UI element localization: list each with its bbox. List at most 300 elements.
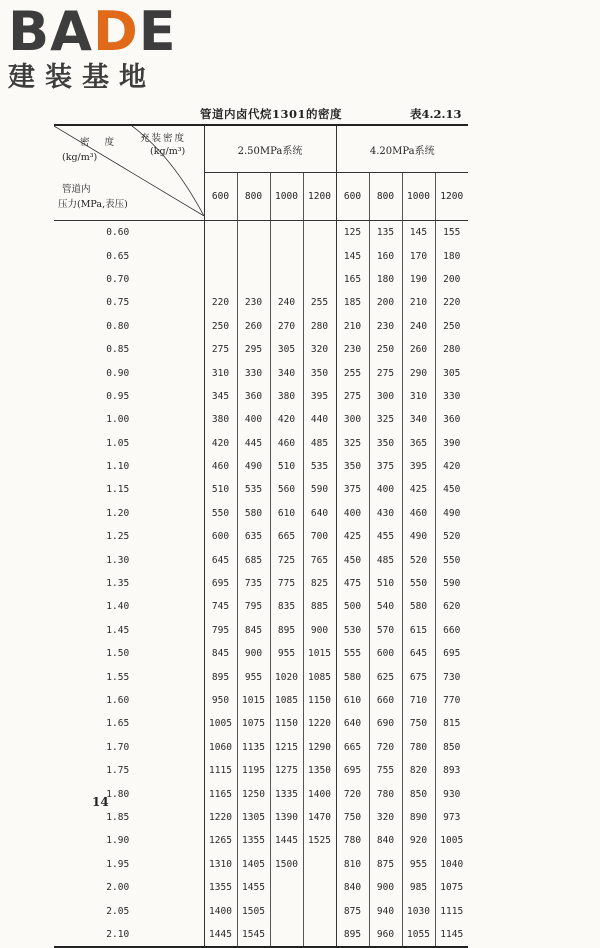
density-value-cell: 645 xyxy=(402,642,435,665)
density-value-cell xyxy=(237,244,270,267)
density-value-cell: 825 xyxy=(303,572,336,595)
density-value-cell: 695 xyxy=(443,648,461,660)
density-value-cell: 155 xyxy=(443,227,461,239)
density-value-cell: 1250 xyxy=(237,782,270,805)
density-value-cell: 240 xyxy=(270,291,303,314)
density-value-cell: 1015 xyxy=(303,642,336,665)
density-value-cell: 400 xyxy=(237,408,270,431)
density-value-cell: 620 xyxy=(443,601,461,613)
brand-logo xyxy=(8,0,177,94)
density-value-cell: 720 xyxy=(336,782,369,805)
density-value-cell: 360 xyxy=(443,414,461,426)
density-value-cell: 255 xyxy=(303,291,336,314)
density-value-cell: 450 xyxy=(336,548,369,571)
pressure-cell: 2.10 xyxy=(54,923,204,946)
table-row xyxy=(54,361,468,384)
density-value-cell: 125 xyxy=(336,221,369,245)
density-value-cell xyxy=(270,221,303,245)
density-value-cell: 895 xyxy=(336,923,369,946)
density-value-cell: 1075 xyxy=(237,712,270,735)
density-value-cell: 780 xyxy=(369,782,402,805)
density-value-cell: 380 xyxy=(270,385,303,408)
pressure-cell: 1.40 xyxy=(54,595,204,618)
fill-density-label: 充装密度 xyxy=(140,133,187,144)
density-value-cell: 1030 xyxy=(402,899,435,922)
density-value-cell: 365 xyxy=(402,432,435,455)
density-value-cell: 540 xyxy=(369,595,402,618)
table-row xyxy=(54,268,468,291)
table-row xyxy=(54,408,468,431)
density-value-cell: 490 xyxy=(237,455,270,478)
density-value-cell: 310 xyxy=(204,361,237,384)
density-value-cell: 345 xyxy=(204,385,237,408)
density-header: 1000 xyxy=(270,173,303,221)
density-header: 1000 xyxy=(402,173,435,221)
pressure-cell: 1.80 xyxy=(54,782,204,805)
density-value-cell: 1335 xyxy=(270,782,303,805)
density-value-cell: 730 xyxy=(443,671,461,683)
density-value-cell: 420 xyxy=(270,408,303,431)
pressure-cell: 0.95 xyxy=(54,385,204,408)
density-value-cell: 840 xyxy=(369,829,402,852)
brand-subtitle: 建装基地 xyxy=(8,62,156,93)
density-value-cell: 835 xyxy=(270,595,303,618)
density-value-cell: 520 xyxy=(443,531,461,543)
pressure-cell: 1.00 xyxy=(54,408,204,431)
pressure-cell: 1.25 xyxy=(54,525,204,548)
density-value-cell: 795 xyxy=(204,619,237,642)
page-number: 14 xyxy=(92,795,109,809)
table-row xyxy=(54,548,468,571)
density-value-cell: 535 xyxy=(237,478,270,501)
density-value-cell: 1135 xyxy=(237,736,270,759)
density-value-cell: 590 xyxy=(303,478,336,501)
density-value-cell xyxy=(270,899,303,922)
density-value-cell: 1445 xyxy=(270,829,303,852)
density-value-cell: 940 xyxy=(369,899,402,922)
density-value-cell: 550 xyxy=(443,554,461,566)
density-value-cell: 1040 xyxy=(440,858,464,870)
density-value-cell: 340 xyxy=(402,408,435,431)
density-value-cell: 395 xyxy=(402,455,435,478)
density-value-cell xyxy=(303,853,336,876)
density-value-cell: 875 xyxy=(369,853,402,876)
density-value-cell: 510 xyxy=(270,455,303,478)
density-table xyxy=(54,124,468,946)
density-value-cell: 490 xyxy=(443,507,461,519)
density-value-cell: 475 xyxy=(336,572,369,595)
density-value-cell: 1085 xyxy=(303,665,336,688)
density-value-cell: 1350 xyxy=(303,759,336,782)
table-row xyxy=(54,385,468,408)
density-value-cell: 725 xyxy=(270,548,303,571)
density-value-cell: 660 xyxy=(369,689,402,712)
density-header: 800 xyxy=(369,173,402,221)
table-row xyxy=(54,338,468,361)
density-value-cell: 180 xyxy=(443,250,461,262)
density-value-cell: 625 xyxy=(369,665,402,688)
density-value-cell: 665 xyxy=(336,736,369,759)
table-row xyxy=(54,221,468,245)
density-header: 800 xyxy=(237,173,270,221)
density-value-cell: 875 xyxy=(336,899,369,922)
pressure-cell: 0.70 xyxy=(54,268,204,291)
density-value-cell: 895 xyxy=(270,619,303,642)
density-value-cell: 900 xyxy=(237,642,270,665)
density-value-cell: 795 xyxy=(237,595,270,618)
density-value-cell: 350 xyxy=(336,455,369,478)
density-value-cell: 690 xyxy=(369,712,402,735)
density-value-cell: 420 xyxy=(204,432,237,455)
pressure-cell: 1.65 xyxy=(54,712,204,735)
table-row xyxy=(54,502,468,525)
density-value-cell: 530 xyxy=(336,619,369,642)
density-value-cell: 310 xyxy=(402,385,435,408)
density-value-cell: 430 xyxy=(369,502,402,525)
density-value-cell: 900 xyxy=(303,619,336,642)
density-value-cell: 200 xyxy=(369,291,402,314)
density-header: 600 xyxy=(204,173,237,221)
density-value-cell: 1390 xyxy=(270,806,303,829)
density-value-cell: 955 xyxy=(402,853,435,876)
density-table-wrapper xyxy=(54,124,468,948)
density-value-cell: 895 xyxy=(204,665,237,688)
density-value-cell: 1015 xyxy=(237,689,270,712)
density-value-cell: 1400 xyxy=(204,899,237,922)
pressure-cell: 2.05 xyxy=(54,899,204,922)
density-value-cell: 425 xyxy=(336,525,369,548)
density-value-cell: 230 xyxy=(336,338,369,361)
density-value-cell: 380 xyxy=(204,408,237,431)
table-row xyxy=(54,244,468,267)
density-value-cell xyxy=(270,268,303,291)
density-value-cell: 675 xyxy=(402,665,435,688)
table-row xyxy=(54,923,468,946)
pipe-label: 管道内 xyxy=(62,184,91,195)
density-value-cell: 445 xyxy=(237,432,270,455)
density-value-cell: 1220 xyxy=(204,806,237,829)
density-value-cell: 165 xyxy=(336,268,369,291)
density-value-cell: 850 xyxy=(443,741,461,753)
density-value-cell: 1455 xyxy=(237,876,270,899)
density-value-cell: 1310 xyxy=(204,853,237,876)
density-value-cell: 1165 xyxy=(204,782,237,805)
pressure-cell: 1.75 xyxy=(54,759,204,782)
density-value-cell: 185 xyxy=(336,291,369,314)
density-value-cell: 340 xyxy=(270,361,303,384)
density-value-cell: 160 xyxy=(369,244,402,267)
pressure-cell: 1.55 xyxy=(54,665,204,688)
density-value-cell: 960 xyxy=(369,923,402,946)
density-value-cell xyxy=(270,923,303,946)
density-value-cell: 460 xyxy=(402,502,435,525)
density-value-cell: 510 xyxy=(369,572,402,595)
pressure-cell: 0.80 xyxy=(54,315,204,338)
density-value-cell: 1500 xyxy=(270,853,303,876)
density-value-cell: 1220 xyxy=(303,712,336,735)
density-value-cell: 250 xyxy=(204,315,237,338)
pressure-cell: 1.10 xyxy=(54,455,204,478)
density-value-cell: 1505 xyxy=(237,899,270,922)
density-value-cell: 220 xyxy=(443,297,461,309)
density-value-cell: 275 xyxy=(336,385,369,408)
density-value-cell: 280 xyxy=(443,344,461,356)
density-value-cell: 1445 xyxy=(204,923,237,946)
density-value-cell: 180 xyxy=(369,268,402,291)
table-row xyxy=(54,315,468,338)
density-value-cell: 700 xyxy=(303,525,336,548)
density-value-cell: 845 xyxy=(204,642,237,665)
density-value-cell: 893 xyxy=(443,765,461,777)
density-value-cell: 325 xyxy=(336,432,369,455)
density-value-cell: 1400 xyxy=(303,782,336,805)
density-value-cell: 145 xyxy=(336,244,369,267)
pressure-cell: 1.45 xyxy=(54,619,204,642)
table-row xyxy=(54,619,468,642)
density-value-cell: 600 xyxy=(369,642,402,665)
table-number: 表4.2.13 xyxy=(410,107,462,121)
density-value-cell: 375 xyxy=(369,455,402,478)
density-value-cell: 920 xyxy=(402,829,435,852)
pressure-cell: 1.60 xyxy=(54,689,204,712)
table-row xyxy=(54,829,468,852)
density-value-cell: 1355 xyxy=(237,829,270,852)
density-value-cell: 420 xyxy=(443,461,461,473)
table-row xyxy=(54,782,468,805)
density-value-cell: 750 xyxy=(336,806,369,829)
density-value-cell: 270 xyxy=(270,315,303,338)
table-row xyxy=(54,432,468,455)
table-row xyxy=(54,291,468,314)
density-value-cell: 1115 xyxy=(204,759,237,782)
density-value-cell: 640 xyxy=(303,502,336,525)
density-value-cell: 720 xyxy=(369,736,402,759)
density-value-cell: 955 xyxy=(270,642,303,665)
density-value-cell: 580 xyxy=(237,502,270,525)
pressure-cell: 0.85 xyxy=(54,338,204,361)
density-value-cell: 375 xyxy=(336,478,369,501)
table-row xyxy=(54,876,468,899)
density-value-cell: 1275 xyxy=(270,759,303,782)
density-value-cell: 460 xyxy=(270,432,303,455)
density-value-cell: 295 xyxy=(237,338,270,361)
density-value-cell: 1005 xyxy=(440,835,464,847)
pressure-cell: 1.35 xyxy=(54,572,204,595)
density-value-cell: 780 xyxy=(336,829,369,852)
density-header: 1200 xyxy=(435,173,468,221)
density-value-cell: 290 xyxy=(402,361,435,384)
density-value-cell xyxy=(303,923,336,946)
density-value-cell: 275 xyxy=(204,338,237,361)
table-row xyxy=(54,525,468,548)
density-value-cell: 145 xyxy=(402,221,435,245)
density-value-cell: 900 xyxy=(369,876,402,899)
pressure-cell: 1.15 xyxy=(54,478,204,501)
density-value-cell: 890 xyxy=(402,806,435,829)
density-value-cell: 330 xyxy=(443,390,461,402)
density-value-cell: 815 xyxy=(443,718,461,730)
density-value-cell: 765 xyxy=(303,548,336,571)
table-row xyxy=(54,665,468,688)
density-value-cell: 770 xyxy=(443,695,461,706)
density-value-cell: 1355 xyxy=(204,876,237,899)
table-row xyxy=(54,806,468,829)
table-row xyxy=(54,759,468,782)
density-value-cell: 350 xyxy=(303,361,336,384)
density-value-cell: 1145 xyxy=(440,928,464,940)
density-value-cell: 1055 xyxy=(402,923,435,946)
pressure-cell: 1.85 xyxy=(54,806,204,829)
density-value-cell: 510 xyxy=(204,478,237,501)
density-value-cell: 220 xyxy=(204,291,237,314)
density-value-cell: 1545 xyxy=(237,923,270,946)
table-row xyxy=(54,478,468,501)
density-value-cell: 170 xyxy=(402,244,435,267)
density-value-cell: 390 xyxy=(443,437,461,449)
pressure-label: 压力(MPa,表压) xyxy=(58,199,128,210)
table-row xyxy=(54,736,468,759)
density-value-cell: 400 xyxy=(336,502,369,525)
density-value-cell: 555 xyxy=(336,642,369,665)
density-value-cell: 280 xyxy=(303,315,336,338)
table-row xyxy=(54,712,468,735)
density-value-cell: 1085 xyxy=(270,689,303,712)
density-value-cell: 570 xyxy=(369,619,402,642)
density-value-cell: 485 xyxy=(369,548,402,571)
density-value-cell: 360 xyxy=(237,385,270,408)
density-value-cell: 560 xyxy=(270,478,303,501)
density-value-cell: 820 xyxy=(402,759,435,782)
density-value-cell: 1060 xyxy=(204,736,237,759)
density-value-cell: 590 xyxy=(443,578,461,590)
table-body xyxy=(54,221,468,947)
density-value-cell xyxy=(270,876,303,899)
density-value-cell: 455 xyxy=(369,525,402,548)
density-value-cell: 635 xyxy=(237,525,270,548)
density-value-cell: 250 xyxy=(369,338,402,361)
density-value-cell: 300 xyxy=(369,385,402,408)
density-value-cell: 640 xyxy=(336,712,369,735)
density-value-cell: 1020 xyxy=(270,665,303,688)
density-value-cell: 810 xyxy=(336,853,369,876)
pressure-cell: 0.65 xyxy=(54,244,204,267)
density-value-cell: 780 xyxy=(402,736,435,759)
pressure-cell: 1.50 xyxy=(54,642,204,665)
pressure-cell: 1.20 xyxy=(54,502,204,525)
density-value-cell: 260 xyxy=(237,315,270,338)
density-value-cell: 490 xyxy=(402,525,435,548)
density-value-cell: 930 xyxy=(443,788,461,800)
density-value-cell: 750 xyxy=(402,712,435,735)
density-value-cell: 645 xyxy=(204,548,237,571)
density-value-cell xyxy=(237,268,270,291)
density-value-cell: 240 xyxy=(402,315,435,338)
density-value-cell: 1405 xyxy=(237,853,270,876)
density-value-cell: 685 xyxy=(237,548,270,571)
density-value-cell: 440 xyxy=(303,408,336,431)
density-value-cell: 1470 xyxy=(303,806,336,829)
density-value-cell: 1195 xyxy=(237,759,270,782)
density-value-cell xyxy=(303,268,336,291)
system-b-header: 4.20MPa系统 xyxy=(336,125,468,173)
density-value-cell: 973 xyxy=(443,811,461,823)
density-value-cell: 320 xyxy=(369,806,402,829)
density-value-cell: 580 xyxy=(336,665,369,688)
density-value-cell: 1150 xyxy=(270,712,303,735)
density-value-cell: 190 xyxy=(402,268,435,291)
density-value-cell: 1215 xyxy=(270,736,303,759)
density-value-cell: 1305 xyxy=(237,806,270,829)
density-value-cell: 610 xyxy=(270,502,303,525)
density-value-cell: 330 xyxy=(237,361,270,384)
density-value-cell xyxy=(303,221,336,245)
table-row xyxy=(54,455,468,478)
density-value-cell: 320 xyxy=(303,338,336,361)
density-value-cell: 615 xyxy=(402,619,435,642)
density-value-cell: 850 xyxy=(402,782,435,805)
density-value-cell xyxy=(204,244,237,267)
density-value-cell: 1525 xyxy=(303,829,336,852)
density-value-cell: 580 xyxy=(402,595,435,618)
pressure-cell: 0.75 xyxy=(54,291,204,314)
density-value-cell: 395 xyxy=(303,385,336,408)
density-value-cell xyxy=(303,244,336,267)
density-value-cell: 755 xyxy=(369,759,402,782)
density-value-cell: 1265 xyxy=(204,829,237,852)
density-value-cell: 425 xyxy=(402,478,435,501)
density-value-cell xyxy=(204,268,237,291)
fill-density-unit: (kg/m³) xyxy=(150,146,186,157)
density-value-cell: 985 xyxy=(402,876,435,899)
density-value-cell: 400 xyxy=(369,478,402,501)
density-value-cell: 1075 xyxy=(440,882,464,894)
density-value-cell: 745 xyxy=(204,595,237,618)
density-value-cell xyxy=(303,899,336,922)
density-value-cell: 610 xyxy=(336,689,369,712)
table-row xyxy=(54,642,468,665)
density-value-cell: 230 xyxy=(369,315,402,338)
density-value-cell: 1005 xyxy=(204,712,237,735)
density-value-cell: 485 xyxy=(303,432,336,455)
table-row xyxy=(54,572,468,595)
pressure-cell: 2.00 xyxy=(54,876,204,899)
pressure-cell: 1.95 xyxy=(54,853,204,876)
density-value-cell: 1115 xyxy=(440,905,464,917)
density-value-cell: 210 xyxy=(402,291,435,314)
density-value-cell: 1150 xyxy=(303,689,336,712)
density-value-cell xyxy=(270,244,303,267)
table-row xyxy=(54,853,468,876)
density-value-cell: 845 xyxy=(237,619,270,642)
density-value-cell: 1290 xyxy=(303,736,336,759)
density-value-cell: 305 xyxy=(270,338,303,361)
density-value-cell: 950 xyxy=(204,689,237,712)
density-value-cell: 250 xyxy=(443,320,461,332)
density-value-cell: 550 xyxy=(402,572,435,595)
density-value-cell: 955 xyxy=(237,665,270,688)
density-value-cell: 535 xyxy=(303,455,336,478)
density-value-cell xyxy=(204,221,237,245)
brand-wordmark: BADE xyxy=(8,0,177,63)
pressure-cell: 1.05 xyxy=(54,432,204,455)
density-value-cell: 710 xyxy=(402,689,435,712)
density-value-cell xyxy=(303,876,336,899)
density-value-cell: 665 xyxy=(270,525,303,548)
density-value-cell: 460 xyxy=(204,455,237,478)
density-value-cell: 305 xyxy=(443,367,461,379)
density-value-cell: 450 xyxy=(443,484,461,496)
density-value-cell: 735 xyxy=(237,572,270,595)
